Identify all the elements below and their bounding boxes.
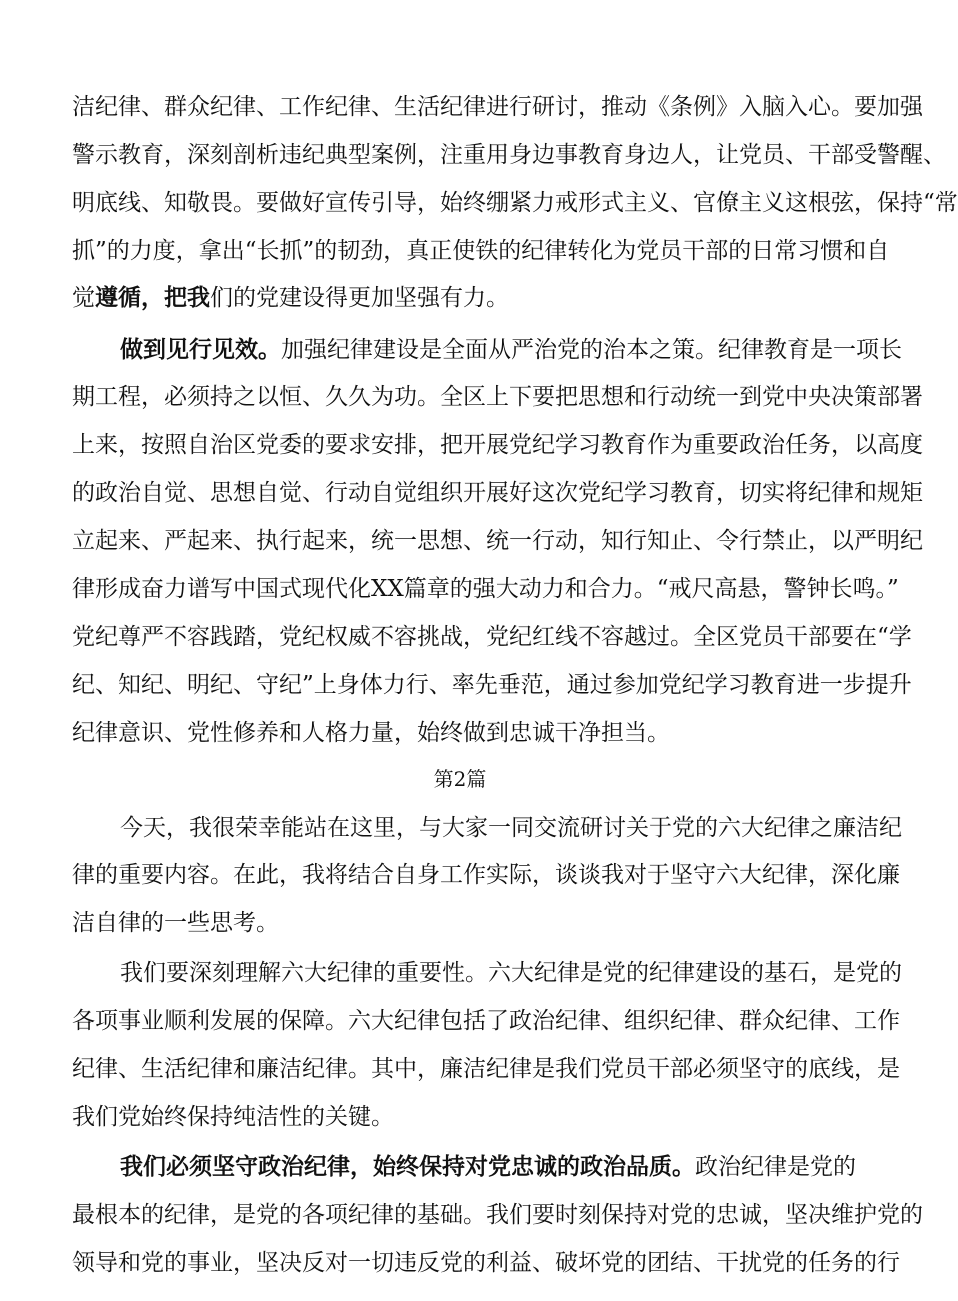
paragraph-first-line xyxy=(120,334,902,368)
text-line: 立起来、严起来、执行起来，统一思想、统一行动，知行知止、令行禁止，以严明纪 xyxy=(72,528,923,554)
text-line: 警示教育，深刻剖析违纪典型案例，注重用身边事教育身边人，让党员、干部受警醒、 xyxy=(72,142,946,168)
paragraph-lead: 我们必须坚守政治纪律，始终保持对党忠诚的政治品质。 xyxy=(120,1154,695,1180)
text-line: 抓”的力度，拿出“长抓”的韧劲，真正使铁的纪律转化为党员干部的日常习惯和自 xyxy=(72,238,890,264)
text-run: 政治纪律是党的 xyxy=(695,1154,856,1180)
text-line: 明底线、知敬畏。要做好宣传引导，始终绷紧力戒形式主义、官僚主义这根弦，保持“常 xyxy=(72,190,958,216)
text-line: 最根本的纪律，是党的各项纪律的基础。我们要时刻保持对党的忠诚，坚决维护党的 xyxy=(72,1202,923,1228)
paragraph-lead: 做到见行见效。 xyxy=(120,337,281,363)
text-line: 我们党始终保持纯洁性的关键。 xyxy=(72,1104,394,1130)
paragraph-first-line: 我们要深刻理解六大纪律的重要性。六大纪律是党的纪律建设的基石，是党的 xyxy=(120,960,902,986)
text-line: 纪、知纪、明纪、守纪”上身体力行、率先垂范，通过参加党纪学习教育进一步提升 xyxy=(72,672,912,698)
text-run: 加强纪律建设是全面从严治党的治本之策。纪律教育是一项长 xyxy=(281,337,902,363)
text-line xyxy=(72,282,852,316)
text-line: 领导和党的事业，坚决反对一切违反党的利益、破坏党的团结、干扰党的任务的行 xyxy=(72,1250,900,1276)
text-line: 律形成奋力谱写中国式现代化XX篇章的强大动力和合力。“戒尺高悬，警钟长鸣。” xyxy=(72,576,899,602)
section-heading: 第2篇 xyxy=(433,767,487,791)
bold-run: 遵循，把我 xyxy=(95,285,210,311)
text-run: 觉 xyxy=(72,285,95,311)
text-line: 的政治自觉、思想自觉、行动自觉组织开展好这次党纪学习教育，切实将纪律和规矩 xyxy=(72,480,923,506)
text-line: 上来，按照自治区党委的要求安排，把开展党纪学习教育作为重要政治任务，以高度 xyxy=(72,432,923,458)
text-line: 洁自律的一些思考。 xyxy=(72,910,279,936)
paragraph-first-line xyxy=(120,1151,856,1185)
text-line: 期工程，必须持之以恒、久久为功。全区上下要把思想和行动统一到党中央决策部署 xyxy=(72,384,923,410)
text-line: 律的重要内容。在此，我将结合自身工作实际，谈谈我对于坚守六大纪律，深化廉 xyxy=(72,862,900,888)
text-line: 洁纪律、群众纪律、工作纪律、生活纪律进行研讨，推动《条例》入脑入心。要加强 xyxy=(72,94,923,120)
paragraph-first-line: 今天，我很荣幸能站在这里，与大家一同交流研讨关于党的六大纪律之廉洁纪 xyxy=(120,815,902,841)
text-run: 们的党建设得更加坚强有力。 xyxy=(210,285,509,311)
text-line: 纪律、生活纪律和廉洁纪律。其中，廉洁纪律是我们党员干部必须坚守的底线，是 xyxy=(72,1056,900,1082)
text-line: 党纪尊严不容践踏，党纪权威不容挑战，党纪红线不容越过。全区党员干部要在“学 xyxy=(72,624,912,650)
text-line: 各项事业顺利发展的保障。六大纪律包括了政治纪律、组织纪律、群众纪律、工作 xyxy=(72,1008,900,1034)
text-line: 纪律意识、党性修养和人格力量，始终做到忠诚干净担当。 xyxy=(72,720,670,746)
